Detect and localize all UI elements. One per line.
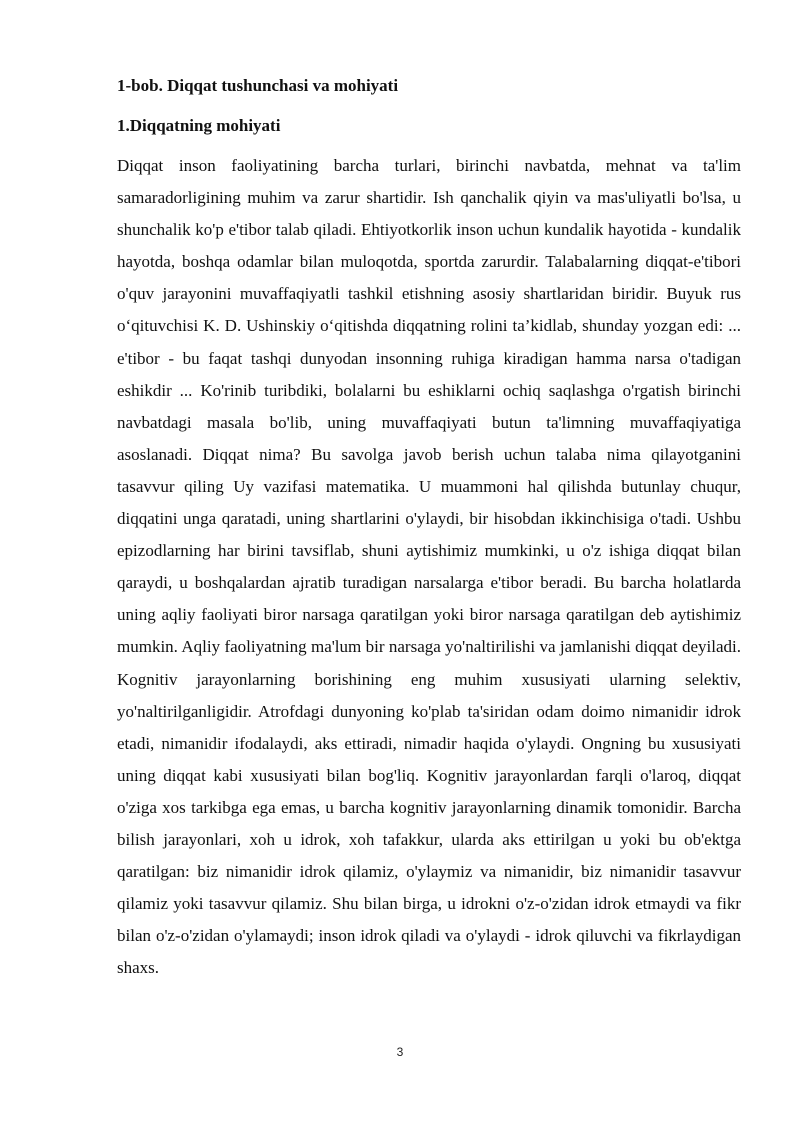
chapter-title: 1-bob. Diqqat tushunchasi va mohiyati bbox=[117, 76, 399, 95]
body-paragraph: Diqqat inson faoliyatining barcha turlari, birinchi navbatda, mehnat va ta'lim samaradorligining muhim va zarur shartidir. Ish qanchalik qiyin va mas'uliyatli bo'lsa, u shunchalik ko'p e'tibor talab qiladi. Ehtiyotkorlik inson uchun kundalik hayotida - kundalik hayotda, boshqa odamlar bilan muloqotda, sportda zarurdir. Talabalarning diqqat-e'tibori o'quv jarayonini muvaffaqiyatli tashkil etishning asosiy shartlaridan biridir. Buyuk rus o‘qituvchisi K. D. Ushinskiy o‘qitishda diqqatning rolini ta’kidlab, shunday yozgan edi: ... e'tibor - bu faqat tashqi dunyodan insonning ruhiga kiradigan hamma narsa o'tadigan eshikdir ... Ko'rinib turibdiki, bolalarni bu eshiklarni ochiq saqlashga o'rgatish birinchi navbatdagi masala bo'lib, uning muvaffaqiyati butun ta'limning muvaffaqiyatiga asoslanadi. Diqqat nima? Bu savolga javob berish uchun talaba nima qilayotganini tasavvur qiling Uy vazifasi matematika. U muammoni hal qilishda butunlay chuqur, diqqatini unga qaratadi, uning shartlarini o'ylaydi, bir hisobdan ikkinchisiga o'tadi. Ushbu epizodlarning har birini tavsiflab, shuni aytishimiz mumkinki, u o'z ishiga diqqat bilan qaraydi, u boshqalardan ajratib turadigan narsalarga e'tibor beradi. Bu barcha holatlarda uning aqliy faoliyati biror narsaga qaratilgan yoki biror narsaga qaratilgan deb aytishimiz mumkin. Aqliy faoliyatning ma'lum bir narsaga yo'naltirilishi va jamlanishi diqqat deyiladi. Kognitiv jarayonlarning borishining eng muhim xususiyati ularning selektiv, yo'naltirilganligidir. Atrofdagi dunyoning ko'plab ta'siridan odam doimo nimanidir idrok etadi, nimanidir ifodalaydi, aks ettiradi, nimadir haqida o'ylaydi. Ongning bu xususiyati uning diqqat kabi xususiyati bilan bog'liq. Kognitiv jarayonlardan farqli o'laroq, diqqat o'ziga xos tarkibga ega emas, u barcha kognitiv jarayonlarning dinamik tomonidir. Barcha bilish jarayonlari, xoh u idrok, xoh tafakkur, ularda aks ettirilgan u yoki bu ob'ektga qaratilgan: biz nimanidir idrok qilamiz, o'ylaymiz va nimanidir, biz nimanidir tasavvur qilamiz yoki tasavvur qilamiz. Shu bilan birga, u idrokni o'z-o'zidan idrok etmaydi va fikr bilan o'z-o'zidan o'ylamaydi; inson idrok qiladi va o'ylaydi - idrok qiluvchi va fikrlaydigan shaxs. bbox=[117, 156, 741, 978]
section-title: 1.Diqqatning mohiyati bbox=[117, 116, 281, 135]
page-content bbox=[117, 74, 741, 984]
page-number: 3 bbox=[396, 1045, 404, 1059]
